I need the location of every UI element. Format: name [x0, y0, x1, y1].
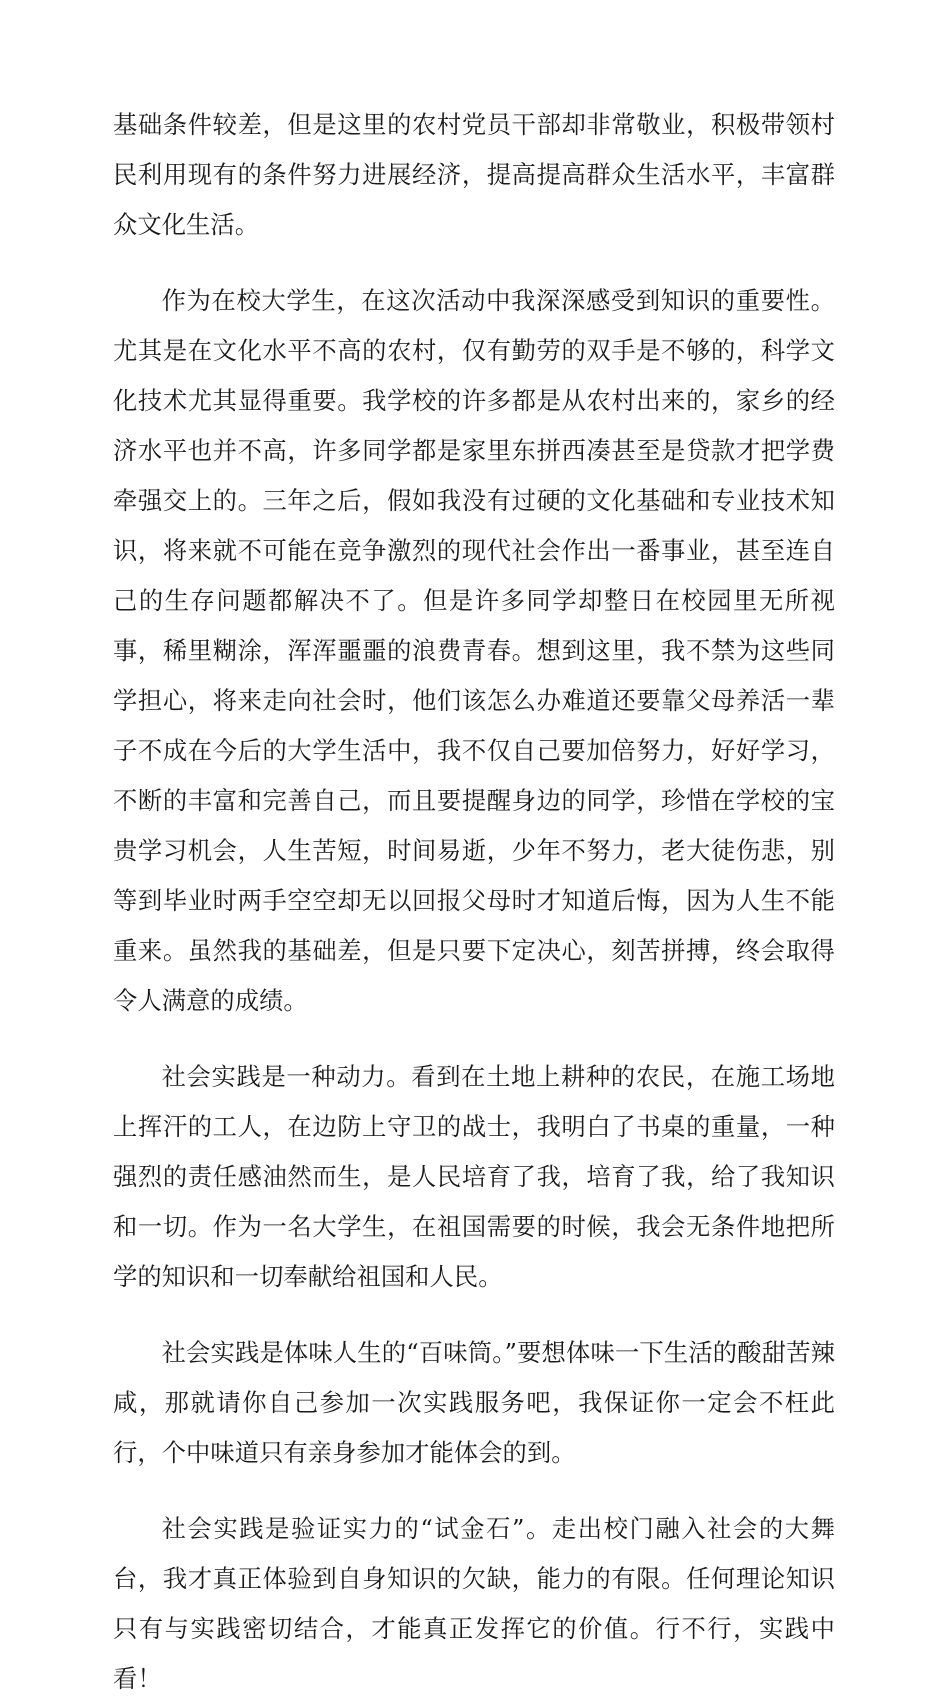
paragraph-4: 社会实践是体味人生的“百味筒。”要想体味一下生活的酸甜苦辣咸，那就请你自己参加一次实践服务吧，我保证你一定会不枉此行，个中味道只有亲身参加才能体会的到。	[113, 1338, 835, 1467]
paragraph-5: 社会实践是验证实力的“试金石”。走出校门融入社会的大舞台，我才真正体验到自身知识的欠缺，能力的有限。任何理论知识只有与实践密切结合，才能真正发挥它的价值。行不行，实践中看！	[113, 1514, 835, 1693]
paragraph-2: 作为在校大学生，在这次活动中我深深感受到知识的重要性。尤其是在文化水平不高的农村，仅有勤劳的双手是不够的，科学文化技术尤其显得重要。我学校的许多都是从农村出来的，家乡的经济水平也并不高，许多同学都是家里东拼西凑甚至是贷款才把学费牵强交上的。三年之后，假如我没有过硬的文化基础和专业技术知识，将来就不可能在竞争激烈的现代社会作出一番事业，甚至连自己的生存问题都解决不了。但是许多同学却整日在校园里无所视事，稀里糊涂，浑浑噩噩的浪费青春。想到这里，我不禁为这些同学担心，将来走向社会时，他们该怎么办难道还要靠父母养活一辈子不成在今后的大学生活中，我不仅自己要加倍努力，好好学习，不断的丰富和完善自己，而且要提醒身边的同学，珍惜在学校的宝贵学习机会，人生苦短，时间易逝，少年不努力，老大徒伤悲，别等到毕业时两手空空却无以回报父母时才知道后悔，因为人生不能重来。虽然我的基础差，但是只要下定决心，刻苦拼搏，终会取得令人满意的成绩。	[113, 286, 835, 1015]
document-text-body	[113, 100, 835, 1704]
paragraph-1: 基础条件较差，但是这里的农村党员干部却非常敬业，积极带领村民利用现有的条件努力进展经济，提高提高群众生活水平，丰富群众文化生活。	[113, 110, 835, 239]
paragraph-3: 社会实践是一种动力。看到在土地上耕种的农民，在施工场地上挥汗的工人，在边防上守卫的战士，我明白了书桌的重量，一种强烈的责任感油然而生，是人民培育了我，培育了我，给了我知识和一切。作为一名大学生，在祖国需要的时候，我会无条件地把所学的知识和一切奉献给祖国和人民。	[113, 1062, 835, 1291]
